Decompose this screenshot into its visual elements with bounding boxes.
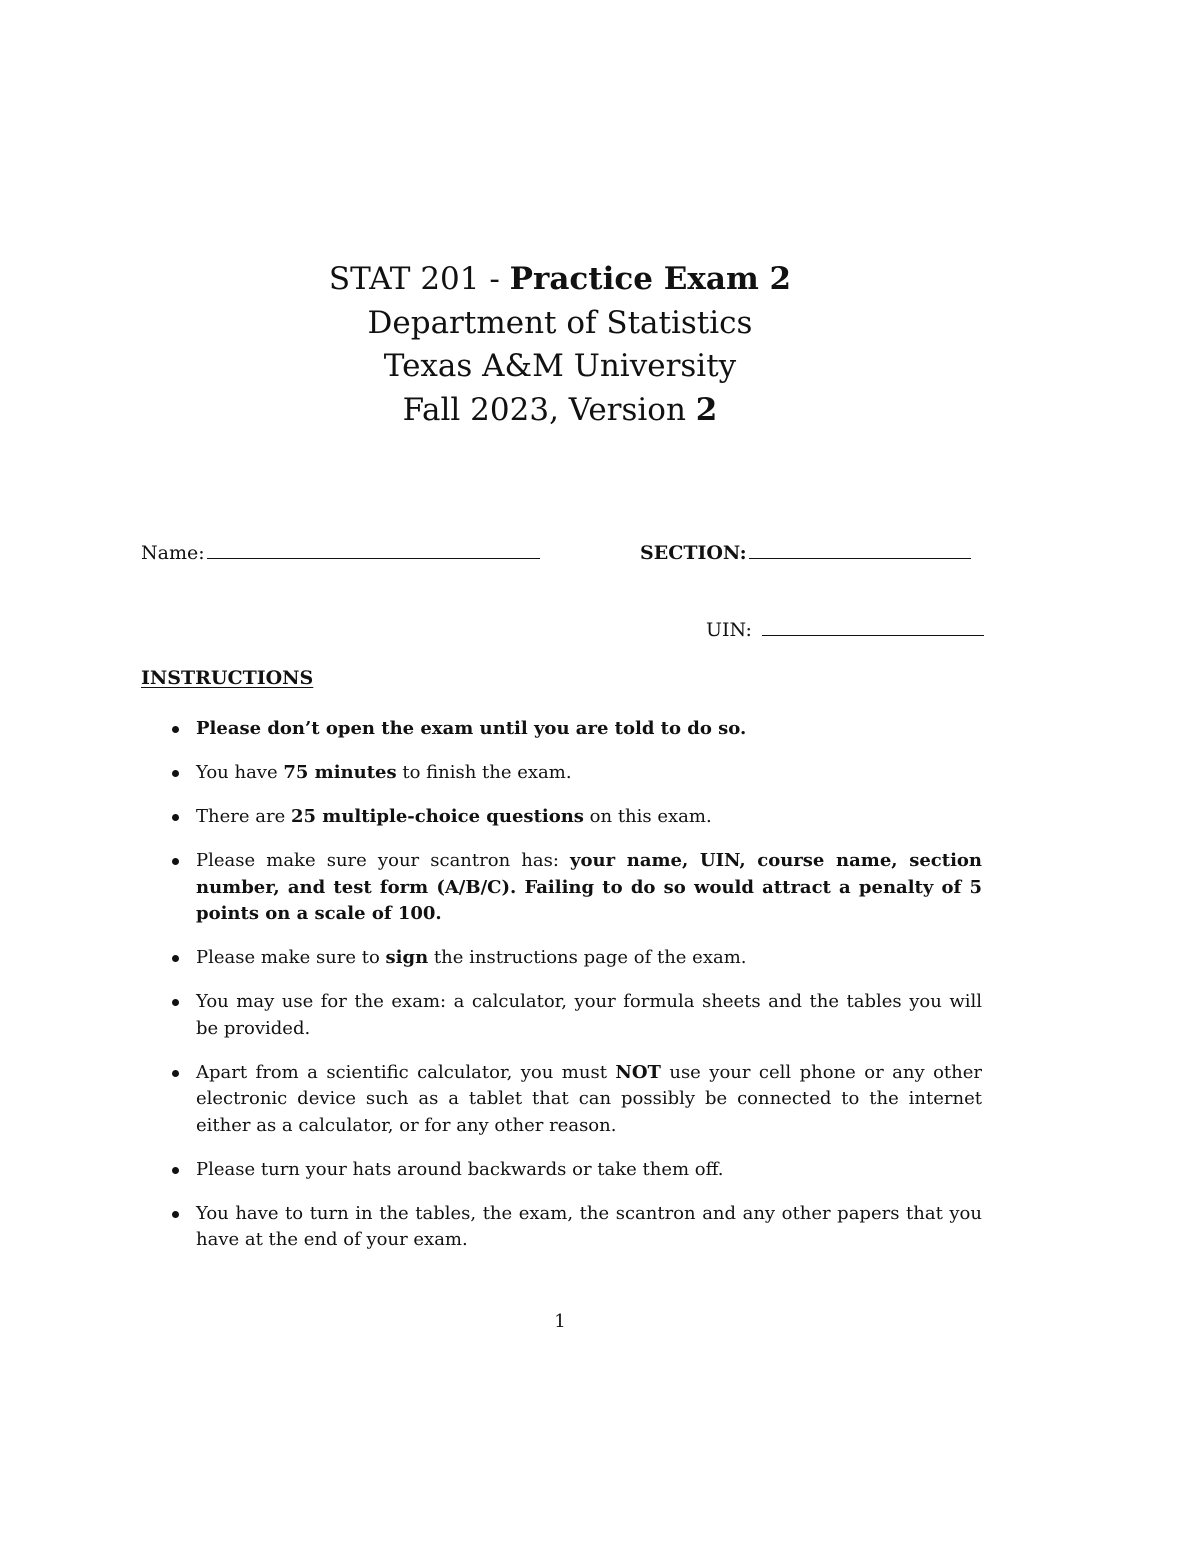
title-block: [0, 258, 1120, 432]
bullet-icon: [172, 1211, 179, 1218]
exam-name: Practice Exam 2: [509, 261, 792, 297]
instruction-text: Please make sure your scantron has:: [196, 850, 571, 871]
instruction-emphasis: 75 minutes: [283, 762, 397, 783]
list-item: [172, 1157, 982, 1184]
page-number: 1: [554, 1311, 566, 1332]
instruction-text: You have to turn in the tables, the exam, the scantron and any other papers that you have at the end of your exam.: [196, 1202, 982, 1250]
uin-label: UIN:: [706, 619, 752, 641]
university-name: Texas A&M University: [383, 348, 737, 384]
course-code: STAT 201 -: [328, 261, 510, 297]
instruction-text: the instructions page of the exam.: [428, 947, 747, 968]
name-label: Name:: [141, 542, 205, 564]
list-item: [172, 989, 982, 1042]
section-field: [640, 542, 971, 564]
instruction-emphasis: NOT: [615, 1061, 661, 1083]
instruction-text: on this exam.: [583, 806, 712, 827]
department-name: Department of Statistics: [367, 304, 753, 341]
instruction-text: to finish the exam.: [396, 762, 572, 783]
section-label: SECTION:: [640, 542, 747, 564]
instructions-heading: INSTRUCTIONS: [141, 667, 314, 689]
instruction-text: use your cell phone or any other electronic device such as a tablet that can possibly be connected to the internet either as a calculator, or for any other reason.: [196, 1061, 982, 1136]
exam-title: [0, 258, 1120, 302]
term-text: Fall 2023, Version: [402, 391, 696, 428]
instruction-emphasis: your name, UIN, course name, section number, and test form (A/B/C). Failing to do so would attract a penalty of 5 points on a scale of 100.: [196, 850, 982, 924]
bullet-icon: [172, 770, 179, 777]
bullet-icon: [172, 814, 179, 821]
instruction-text: There are: [196, 806, 291, 827]
instruction-text: Please don’t open the exam until you are told to do so.: [196, 718, 747, 739]
instruction-emphasis: 25 multiple-choice questions: [290, 806, 584, 827]
uin-blank-line[interactable]: [762, 634, 984, 636]
bullet-icon: [172, 955, 179, 962]
list-item: [172, 716, 982, 743]
list-item: [172, 804, 982, 831]
list-item: [172, 848, 982, 928]
name-field: [141, 542, 540, 564]
instruction-text: Please make sure to: [196, 947, 386, 968]
bullet-icon: [172, 1070, 179, 1077]
list-item: [172, 1201, 982, 1254]
list-item: [172, 1060, 982, 1140]
section-blank-line[interactable]: [749, 557, 971, 559]
version-number: 2: [695, 391, 718, 428]
bullet-icon: [172, 726, 179, 733]
list-item: [172, 760, 982, 787]
instruction-text: You have: [196, 762, 284, 783]
list-item: [172, 945, 982, 972]
bullet-icon: [172, 858, 179, 865]
bullet-icon: [172, 999, 179, 1006]
instruction-text: You may use for the exam: a calculator, your formula sheets and the tables you will be provided.: [196, 991, 982, 1039]
instruction-text: Please turn your hats around backwards or take them off.: [196, 1158, 724, 1180]
instruction-text: Apart from a scientific calculator, you must: [196, 1061, 616, 1083]
uin-field: [706, 619, 984, 641]
bullet-icon: [172, 1167, 179, 1174]
name-blank-line[interactable]: [207, 557, 540, 559]
instructions-list: [172, 716, 982, 1271]
term-version: [0, 389, 1120, 433]
instruction-emphasis: sign: [385, 947, 429, 968]
